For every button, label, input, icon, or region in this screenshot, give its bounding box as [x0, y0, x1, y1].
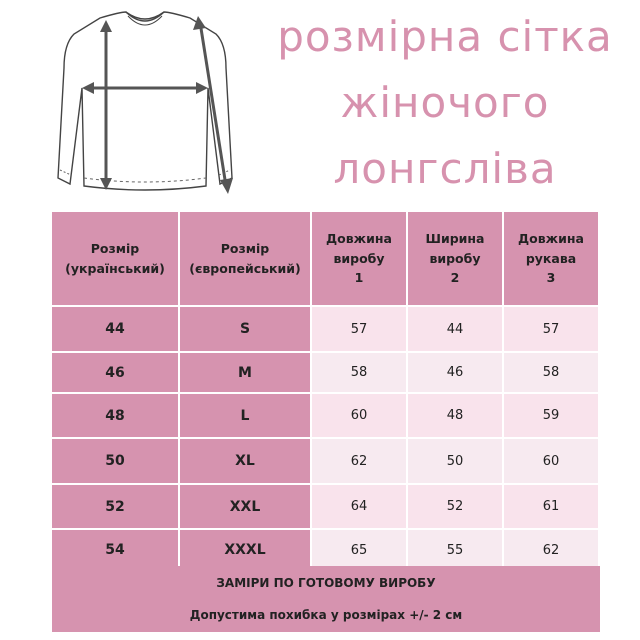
measurement-cell: 62: [504, 530, 600, 572]
longsleeve-illustration: [40, 8, 250, 204]
column-header: Довжина рукава 3: [504, 212, 600, 307]
size-table: [52, 212, 600, 624]
measurement-cell: 57: [504, 307, 600, 353]
measurement-cell: 64: [312, 485, 408, 530]
size-ua-cell: 52: [52, 485, 180, 530]
measurement-cell: 65: [312, 530, 408, 572]
size-ua-cell: 48: [52, 394, 180, 439]
measurement-cell: 46: [408, 353, 504, 394]
size-eu-cell: L: [180, 394, 312, 439]
measurement-cell: 48: [408, 394, 504, 439]
measurement-cell: 61: [504, 485, 600, 530]
size-ua-cell: 44: [52, 307, 180, 353]
column-header: Довжина виробу 1: [312, 212, 408, 307]
size-eu-cell: XL: [180, 439, 312, 485]
measurement-cell: 59: [504, 394, 600, 439]
title-line-3: лонгсліва: [333, 144, 557, 193]
measurement-cell: 60: [504, 439, 600, 485]
measurement-cell: 62: [312, 439, 408, 485]
size-ua-cell: 54: [52, 530, 180, 572]
measurement-cell: 55: [408, 530, 504, 572]
footer-note-tolerance: Допустима похибка у розмірах +/- 2 см: [189, 608, 463, 622]
title-line-2: жіночого: [340, 78, 550, 127]
column-header: Розмір (європейський): [180, 212, 312, 307]
measurement-cell: 60: [312, 394, 408, 439]
size-eu-cell: XXL: [180, 485, 312, 530]
size-eu-cell: M: [180, 353, 312, 394]
measurement-cell: 58: [504, 353, 600, 394]
column-header: Розмір (український): [52, 212, 180, 307]
size-ua-cell: 50: [52, 439, 180, 485]
garment-outline: [58, 12, 232, 190]
title-line-1: розмірна сітка: [277, 12, 613, 61]
measurement-cell: 50: [408, 439, 504, 485]
size-eu-cell: S: [180, 307, 312, 353]
measurement-cell: 57: [312, 307, 408, 353]
measurement-cell: 52: [408, 485, 504, 530]
measurement-cell: 44: [408, 307, 504, 353]
column-header: Ширина виробу 2: [408, 212, 504, 307]
measurement-cell: 58: [312, 353, 408, 394]
size-ua-cell: 46: [52, 353, 180, 394]
size-eu-cell: XXXL: [180, 530, 312, 572]
table-footer: [52, 566, 600, 632]
footer-note-measurements: ЗАМІРИ ПО ГОТОВОМУ ВИРОБУ: [216, 576, 436, 590]
